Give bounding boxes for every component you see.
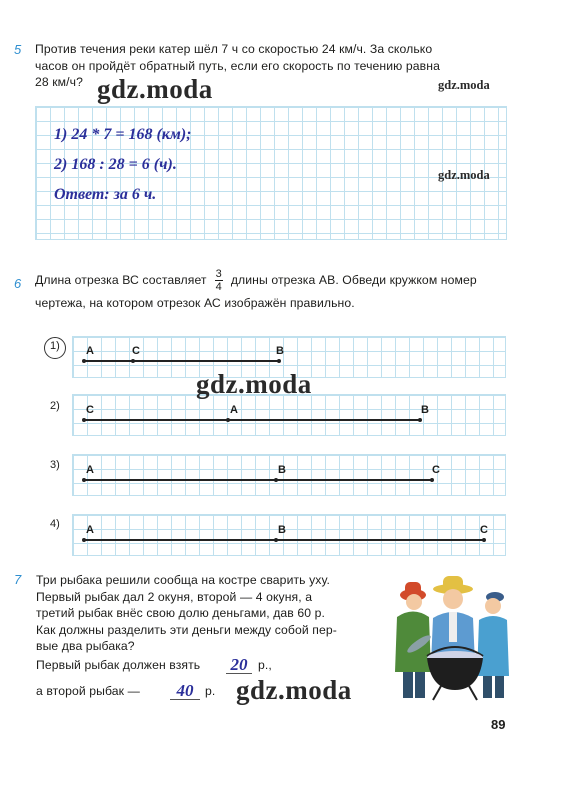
task-6-text-after: длины отрезка АВ. Обведи кружком номер <box>230 272 477 287</box>
segment <box>84 419 420 421</box>
fishermen-illustration <box>383 572 518 702</box>
point-label: C <box>480 524 488 536</box>
point-label: C <box>86 404 94 416</box>
watermark: gdz.moda <box>97 74 213 104</box>
fisherman-right <box>477 592 509 698</box>
watermark: gdz.moda <box>438 168 490 182</box>
fraction <box>215 268 223 293</box>
point-dot <box>82 418 86 422</box>
task-5-line-3: 28 км/ч? <box>35 75 83 89</box>
point-label: B <box>278 524 286 536</box>
point-dot <box>226 418 230 422</box>
task-5-line-2: часов он пройдёт обратный путь, если его скорость по течению равна <box>35 58 440 73</box>
point-dot <box>274 538 278 542</box>
point-label: C <box>132 345 140 357</box>
point-label: A <box>86 464 94 476</box>
watermark: gdz.moda <box>438 78 490 92</box>
page-number: 89 <box>491 717 506 732</box>
drawing-2-label[interactable]: 2) <box>50 400 60 412</box>
point-dot <box>274 478 278 482</box>
point-label: B <box>421 404 429 416</box>
segment <box>84 479 432 481</box>
pot <box>427 647 483 700</box>
point-dot <box>82 478 86 482</box>
drawing-1-label: 1) <box>50 340 60 352</box>
answer-2-unit: р. <box>205 684 216 698</box>
answer-1-text: Первый рыбак должен взять <box>36 658 201 672</box>
drawing-3-grid <box>72 454 506 496</box>
point-dot <box>418 418 422 422</box>
task-7-number: 7 <box>14 572 22 587</box>
segment <box>84 360 279 362</box>
task-5-solution-line-2: 2) 168 : 28 = 6 (ч). <box>54 156 177 173</box>
task-7-line-4: Как должны разделить эти деньги между собой пер- <box>36 622 337 637</box>
fraction-numerator: 3 <box>215 267 222 280</box>
task-7-line-1: Три рыбака решили сообща на костре сварить уху. <box>36 573 330 587</box>
point-dot <box>82 538 86 542</box>
task-6-line-2: чертежа, на котором отрезок АС изображён правильно. <box>35 296 355 310</box>
task-7-line-3: третий рыбак внёс свою долю деньгами, дав 60 р. <box>36 606 325 620</box>
point-label: B <box>276 345 284 357</box>
fraction-denominator: 4 <box>215 280 222 293</box>
drawing-4-grid <box>72 514 506 556</box>
task-5-line-1: Против течения реки катер шёл 7 ч со скоростью 24 км/ч. За сколько <box>35 42 433 56</box>
task-5-solution-line-1: 1) 24 * 7 = 168 (км); <box>54 126 192 143</box>
point-label: C <box>432 464 440 476</box>
task-5-answer: Ответ: за 6 ч. <box>54 186 157 203</box>
segment <box>84 539 484 541</box>
task-6-text-before: Длина отрезка ВС составляет <box>35 272 207 287</box>
drawing-4-label[interactable]: 4) <box>50 518 60 530</box>
watermark: gdz.moda <box>236 675 352 705</box>
task-7-line-5: вые два рыбака? <box>36 639 135 653</box>
drawing-3-label[interactable]: 3) <box>50 459 60 471</box>
point-dot <box>430 478 434 482</box>
task-5-number: 5 <box>14 42 22 57</box>
point-dot <box>131 359 135 363</box>
point-label: A <box>86 524 94 536</box>
fisherman-left <box>395 582 433 698</box>
point-label: B <box>278 464 286 476</box>
point-label: A <box>86 345 94 357</box>
task-6-text <box>35 266 515 312</box>
task-7-line-2: Первый рыбак дал 2 окуня, второй — 4 окуня, а <box>36 589 313 604</box>
answer-2-field[interactable]: 40 <box>170 681 200 700</box>
task-7-text <box>36 572 386 655</box>
drawing-2-grid <box>72 394 506 436</box>
point-label: A <box>230 404 238 416</box>
answer-1-field[interactable]: 20 <box>226 655 252 674</box>
point-dot <box>482 538 486 542</box>
answer-2-text: а второй рыбак — <box>36 684 140 698</box>
point-dot <box>82 359 86 363</box>
answer-row-1 <box>36 657 366 677</box>
task-6-number: 6 <box>14 276 22 291</box>
answer-1-unit: р., <box>258 658 272 672</box>
watermark: gdz.moda <box>196 369 312 399</box>
point-dot <box>277 359 281 363</box>
